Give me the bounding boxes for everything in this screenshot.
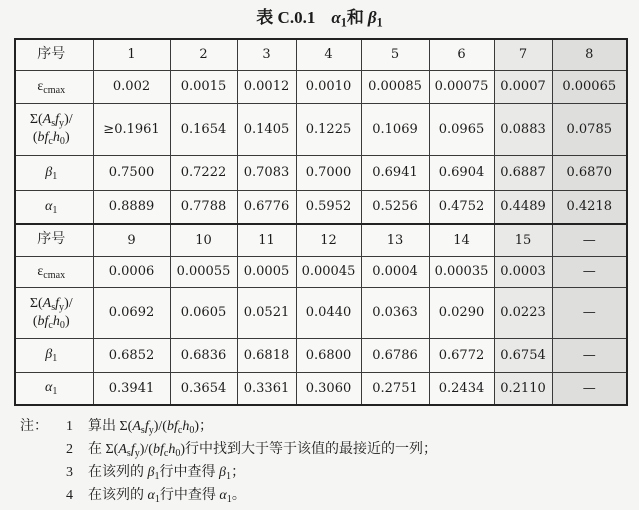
math-symbol: h: [182, 419, 190, 434]
table-cell: 0.6836: [170, 338, 237, 372]
math-symbol: bf: [152, 442, 164, 457]
row-label-line: [16, 379, 87, 397]
subscript: s: [51, 301, 56, 313]
text-run: )行中找到大于等于该值的最接近的一列；: [180, 442, 438, 457]
row-label: [15, 256, 93, 287]
note-text: [88, 461, 245, 484]
table-cell: 0.3941: [93, 372, 170, 405]
table-cell: 0.3060: [296, 372, 361, 405]
row-label: [15, 70, 93, 103]
subscript: cmax: [43, 84, 66, 96]
index-cell: 13: [361, 224, 429, 256]
table-cell: 0.6786: [361, 338, 429, 372]
subscript: 1: [154, 493, 160, 505]
table-cell: 0.0605: [170, 287, 237, 338]
table-cell: 0.00075: [429, 70, 494, 103]
note-number: 2: [66, 442, 73, 457]
math-symbol: h: [168, 442, 176, 457]
text-run: ε: [37, 78, 44, 94]
table-cell: 0.00045: [296, 256, 361, 287]
table-cell: 0.0521: [237, 287, 296, 338]
text-run: 在 Σ(: [88, 442, 119, 457]
note-text: [88, 484, 246, 507]
math-symbol: A: [42, 295, 52, 311]
index-cell: 9: [93, 224, 170, 256]
row-label: [15, 103, 93, 155]
index-cell: 6: [429, 39, 494, 70]
index-cell: 11: [237, 224, 296, 256]
math-symbol: h: [52, 313, 60, 329]
table-cell: 0.2110: [494, 372, 552, 405]
row-label-line: [16, 164, 87, 182]
table-cell: 0.2434: [429, 372, 494, 405]
row-label: [15, 224, 93, 256]
table-cell: 0.0965: [429, 103, 494, 155]
table-cell: 0.2751: [361, 372, 429, 405]
row-label-line: [16, 129, 87, 147]
subscript: 1: [52, 204, 58, 216]
table-cell: 0.0003: [494, 256, 552, 287]
table-cell: 0.6776: [237, 190, 296, 224]
table-cell: 0.6818: [237, 338, 296, 372]
table-row: [15, 70, 627, 103]
table-cell: 0.4218: [552, 190, 627, 224]
row-label: [15, 372, 93, 405]
subscript: s: [140, 424, 145, 436]
table-row: [15, 338, 627, 372]
subscript: 1: [226, 493, 232, 505]
math-symbol: β: [45, 347, 53, 362]
text-run: ε: [37, 263, 44, 279]
text-run: 序号: [37, 232, 66, 248]
table-cell: 0.4752: [429, 190, 494, 224]
text-run: 序号: [37, 46, 66, 62]
table-cell: 0.6904: [429, 155, 494, 190]
table-cell: 0.00035: [429, 256, 494, 287]
row-label: [15, 155, 93, 190]
table-cell: 0.7222: [170, 155, 237, 190]
table-cell: 0.0692: [93, 287, 170, 338]
table-cell: 0.00065: [552, 70, 627, 103]
text-run: 。: [231, 488, 246, 503]
subscript: 1: [226, 470, 232, 482]
row-label-line: [16, 346, 87, 364]
note-prefix: [20, 438, 66, 461]
text-run: 算出 Σ(: [88, 419, 133, 434]
text-run: 在该列的: [88, 465, 148, 480]
note-prefix: 注：: [20, 419, 48, 434]
text-run: 和: [346, 8, 364, 27]
table-cell: 0.0007: [494, 70, 552, 103]
row-label-line: [16, 78, 87, 96]
subscript: y: [59, 117, 65, 129]
table-cell: 0.0440: [296, 287, 361, 338]
index-cell: 5: [361, 39, 429, 70]
table-cell: 0.0785: [552, 103, 627, 155]
text-run: )/: [64, 295, 73, 311]
subscript: 1: [52, 386, 58, 398]
math-symbol: bf: [166, 419, 178, 434]
index-cell: 1: [93, 39, 170, 70]
table-cell: 0.0883: [494, 103, 552, 155]
table-row: [15, 190, 627, 224]
table-cell: 0.6887: [494, 155, 552, 190]
table-cell: 0.6870: [552, 155, 627, 190]
note-number: 3: [66, 465, 73, 480]
subscript: y: [59, 301, 65, 313]
table-row: [15, 103, 627, 155]
text-run: ): [64, 130, 70, 145]
note-item: [20, 461, 437, 484]
note-item: [20, 438, 437, 461]
text-run: )；: [194, 419, 214, 434]
text-run: )/(: [153, 419, 167, 434]
table-cell: 0.7500: [93, 155, 170, 190]
math-symbol: f: [144, 419, 149, 434]
table-cell: 0.0290: [429, 287, 494, 338]
row-label: [15, 287, 93, 338]
text-run: ；: [231, 465, 246, 480]
table-cell: 0.6754: [494, 338, 552, 372]
math-symbol: f: [55, 112, 60, 127]
math-symbol: f: [55, 295, 60, 311]
math-symbol: β: [147, 465, 155, 480]
index-cell: 4: [296, 39, 361, 70]
subscript: 0: [175, 447, 181, 459]
index-cell: 15: [494, 224, 552, 256]
row-label-line: [16, 313, 87, 331]
row-label-line: [16, 111, 87, 129]
math-symbol: f: [130, 442, 135, 457]
table-cell: 0.7788: [170, 190, 237, 224]
row-label-line: [16, 231, 87, 249]
row-label-line: [16, 198, 87, 216]
subscript: cmax: [43, 269, 66, 281]
subscript: y: [134, 447, 140, 459]
subscript: 1: [340, 15, 347, 30]
row-label-line: [16, 263, 87, 281]
subscript: 0: [59, 319, 65, 331]
table-cell: 0.0010: [296, 70, 361, 103]
index-cell: 10: [170, 224, 237, 256]
index-cell: 3: [237, 39, 296, 70]
index-row: [15, 39, 627, 70]
index-cell: 12: [296, 224, 361, 256]
subscript: c: [48, 135, 53, 147]
table-cell: 0.5256: [361, 190, 429, 224]
table-cell: 0.1069: [361, 103, 429, 155]
text-run: ): [64, 313, 70, 329]
math-symbol: h: [52, 130, 60, 145]
table-cell: 0.00085: [361, 70, 429, 103]
note-text: [88, 438, 437, 461]
text-run: 表 C.0.1: [256, 8, 316, 27]
subscript: s: [51, 117, 56, 129]
subscript: c: [163, 447, 169, 459]
row-label-line: [16, 295, 87, 313]
subscript: 0: [59, 135, 65, 147]
math-symbol: α: [45, 198, 53, 214]
table-cell: 0.00055: [170, 256, 237, 287]
table-cell: 0.8889: [93, 190, 170, 224]
table-cell: 0.6772: [429, 338, 494, 372]
note-prefix: [20, 461, 66, 484]
index-cell: 14: [429, 224, 494, 256]
table-cell: 0.1225: [296, 103, 361, 155]
table-cell: 0.6800: [296, 338, 361, 372]
index-cell: —: [552, 224, 627, 256]
text-run: (: [32, 130, 38, 145]
subscript: 1: [52, 352, 58, 364]
subscript: s: [126, 447, 131, 459]
table-cell: 0.0005: [237, 256, 296, 287]
table-cell: 0.002: [93, 70, 170, 103]
table-cell: 0.7083: [237, 155, 296, 190]
note-number: 1: [66, 419, 73, 434]
note-number: 4: [66, 488, 73, 503]
text-run: )/: [64, 112, 73, 127]
table-title: [0, 6, 639, 30]
text-run: )/(: [139, 442, 153, 457]
table-cell: 0.6941: [361, 155, 429, 190]
math-symbol: α: [147, 488, 155, 503]
table-cell: 0.3654: [170, 372, 237, 405]
row-label-line: [16, 46, 87, 64]
subscript: c: [177, 424, 183, 436]
index-cell: 2: [170, 39, 237, 70]
alpha-beta-table: [14, 38, 628, 406]
math-symbol: A: [118, 442, 127, 457]
text-run: (: [32, 313, 38, 329]
table-cell: —: [552, 372, 627, 405]
table-row: [15, 372, 627, 405]
text-run: Σ(: [29, 295, 43, 311]
notes: [20, 415, 437, 507]
note-item: [20, 484, 437, 507]
subscript: y: [148, 424, 154, 436]
text-run: 在该列的: [88, 488, 148, 503]
math-symbol: β: [219, 465, 227, 480]
note-item: [20, 415, 437, 438]
table-cell: —: [552, 287, 627, 338]
table-cell: —: [552, 256, 627, 287]
table-cell: 0.3361: [237, 372, 296, 405]
subscript: 1: [154, 470, 160, 482]
text-run: 行中查得: [159, 465, 220, 480]
math-symbol: β: [45, 164, 53, 180]
subscript: 0: [189, 424, 195, 436]
table-cell: 0.7000: [296, 155, 361, 190]
table-cell: 0.0015: [170, 70, 237, 103]
text-run: 行中查得: [159, 488, 220, 503]
math-symbol: A: [132, 419, 141, 434]
subscript: 1: [376, 15, 383, 30]
table-cell: 0.0223: [494, 287, 552, 338]
index-row: [15, 224, 627, 256]
table-cell: 0.0363: [361, 287, 429, 338]
table-cell: 0.5952: [296, 190, 361, 224]
table-cell: 0.0006: [93, 256, 170, 287]
table-cell: ≥0.1961: [93, 103, 170, 155]
note-prefix: [20, 484, 66, 507]
index-cell: 7: [494, 39, 552, 70]
math-symbol: A: [42, 112, 52, 127]
row-label: [15, 39, 93, 70]
table-row: [15, 155, 627, 190]
math-symbol: bf: [37, 130, 49, 145]
table-cell: 0.1654: [170, 103, 237, 155]
table-cell: 0.0004: [361, 256, 429, 287]
math-symbol: α: [331, 8, 341, 27]
note-text: [88, 415, 213, 438]
row-label: [15, 190, 93, 224]
row-label: [15, 338, 93, 372]
math-symbol: β: [367, 8, 377, 27]
subscript: c: [48, 319, 53, 331]
text-run: Σ(: [29, 112, 43, 127]
table-cell: 0.6852: [93, 338, 170, 372]
math-symbol: α: [45, 380, 53, 396]
math-symbol: bf: [37, 313, 49, 329]
table-body: [15, 39, 627, 405]
index-cell: 8: [552, 39, 627, 70]
table-row: [15, 256, 627, 287]
table-cell: 0.1405: [237, 103, 296, 155]
table-row: [15, 287, 627, 338]
table-cell: 0.0012: [237, 70, 296, 103]
table-cell: 0.4489: [494, 190, 552, 224]
subscript: 1: [52, 170, 58, 182]
math-symbol: α: [219, 488, 227, 503]
table-cell: —: [552, 338, 627, 372]
